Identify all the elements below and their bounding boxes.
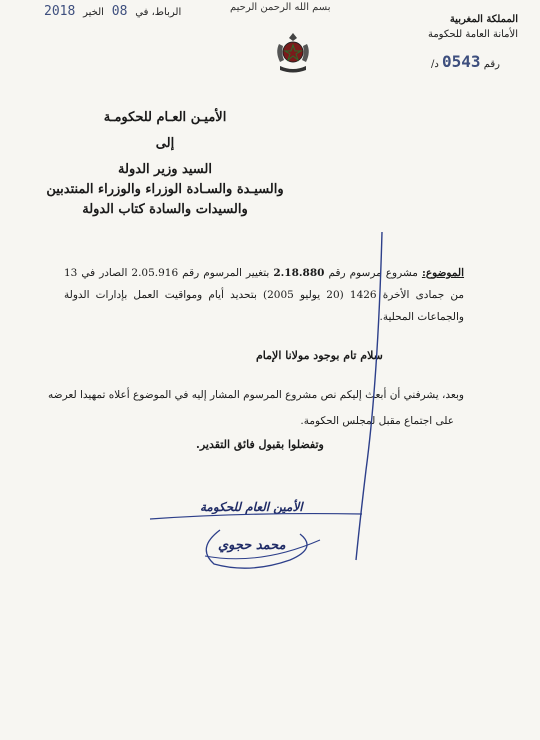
ref-suffix: د/ [431,59,439,70]
signatory-title: الأمين العام للحكومة [200,500,303,514]
bismillah-heading: بسم الله الرحمن الرحيم [230,2,331,13]
addressee-to: إلى [155,136,175,151]
kingdom-label: المملكة المغربية [449,14,518,25]
body-line-1: وبعد، يشرفني أن أبعث إليكم نص مشروع المرسوم المشار إليه في الموضوع أعلاه تمهيدا لعرضه [48,389,464,401]
subject-paragraph [64,262,464,328]
date-stamp [44,4,194,19]
ref-number: 0543 [442,52,481,71]
closing-line: وتفضلوا بقبول فائق التقدير. [196,438,324,451]
sender-title: الأميـن العـام للحكومـة [103,110,227,125]
date-month: الخير [83,7,104,18]
addressee-block [20,108,310,220]
place-date-prefix: الرباط، في [135,7,182,18]
body-paragraph [44,382,464,434]
date-year: 2018 [44,4,76,19]
sender-header [388,12,518,42]
subject-label: الموضوع: [421,267,465,279]
secretariat-label: الأمانة العامة للحكومة [427,29,518,40]
subject-part-2: بتغيير المرسوم رقم 2.05.916 الصادر في 13 من جمادى الأخرة 1426 (20 يوليو 2005) بتحديد أيام ومواقيت العمل بإدارات الدولة والجماعات المحلية. [64,267,464,323]
body-line-2: على اجتماع مقبل لمجلس الحكومة. [300,415,454,427]
addressee-line-2: والسيـدة والسـادة الوزراء والوزراء المنتدبين [46,182,284,197]
decree-number: 2.18.880 [273,267,325,279]
ref-label: رقم [483,59,500,70]
signatory-name: محمد حجوي [218,538,286,553]
addressee-line-3: والسيدات والسادة كتاب الدولة [82,202,248,217]
reference-number [431,52,500,71]
salutation: سلام تام بوجود مولانا الإمام [256,349,383,362]
date-number: 08 [111,4,128,19]
subject-part-1: مشروع مرسوم رقم [328,267,418,279]
addressee-line-1: السيد وزير الدولة [118,162,212,177]
coat-of-arms-icon [270,30,316,76]
